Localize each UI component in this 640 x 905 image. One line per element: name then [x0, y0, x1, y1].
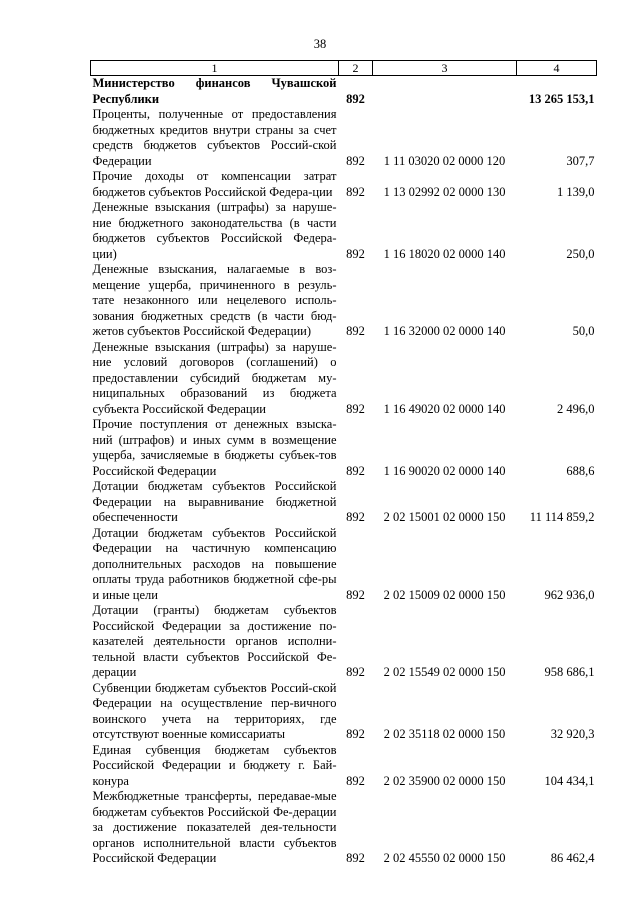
- row-name: Единая субвенция бюджетам субъектов Российской Федерации и бюджету г. Бай-конура: [92, 742, 337, 788]
- table-row: [91, 262, 597, 340]
- row-name: Проценты, полученные от предоставления бюджетных кредитов внутри страны за счет средств бюджетов субъектов Россий-ской Федерации: [92, 107, 337, 168]
- row-amount: 307,7: [566, 153, 595, 168]
- table-row: [91, 200, 597, 262]
- ministry-amount: 13 265 153,1: [528, 91, 595, 106]
- row-amount: 688,6: [566, 463, 595, 478]
- row-admin-code: 892: [346, 587, 365, 602]
- row-amount: 104 434,1: [544, 773, 595, 788]
- row-admin-code: 892: [346, 246, 365, 261]
- row-admin-code: 892: [346, 401, 365, 416]
- row-name: Субвенции бюджетам субъектов Россий-ской Федерации на осуществление пер-вичного воинского учета на территориях, где отсутствуют военные комиссариаты: [92, 680, 337, 741]
- row-amount: 86 462,4: [550, 851, 595, 865]
- row-admin-code: 892: [346, 727, 365, 741]
- row-amount: 958 686,1: [544, 665, 595, 679]
- table-row: [91, 743, 597, 790]
- row-revenue-code: 2 02 15549 02 0000 150: [383, 665, 506, 679]
- budget-revenue-table: [90, 60, 597, 867]
- row-revenue-code: 1 13 02992 02 0000 130: [383, 184, 506, 199]
- page-number: 38: [313, 37, 327, 51]
- ministry-revenue-code: [373, 76, 517, 108]
- column-header-admin: 2: [339, 61, 373, 76]
- column-header-name: 1: [91, 61, 339, 76]
- table-row: [91, 526, 597, 604]
- row-name: Прочие доходы от компенсации затрат бюджетов субъектов Российской Федера-ции: [92, 169, 337, 199]
- row-name: Прочие поступления от денежных взыска-ний (штрафов) и иных сумм в возмещение ущерба, зачисляемые в бюджеты субъек-тов Российской Федерации: [92, 417, 337, 478]
- table-row: [91, 107, 597, 169]
- row-name: Денежные взыскания (штрафы) за наруше-ние условий договоров (соглашений) о предоставлении субсидий бюджетам му-ниципальных образований из бюджета субъекта Российской Федерации: [92, 339, 337, 416]
- row-admin-code: 892: [346, 463, 365, 478]
- row-admin-code: 892: [346, 665, 365, 679]
- row-name: Денежные взыскания, налагаемые в воз-мещение ущерба, причиненного в резуль-тате незаконного или нецелевого исполь-зования бюджетных средств (в части бюд-жетов субъектов Российской Федерации): [92, 262, 337, 338]
- ministry-row: [91, 76, 597, 108]
- row-name: Дотации бюджетам субъектов Российской Федерации на выравнивание бюджетной обеспеченности: [92, 479, 337, 524]
- row-name: Дотации бюджетам субъектов Российской Федерации на частичную компенсацию дополнительных расходов на повышение оплаты труда работников бюджетной сфе-ры и иные цели: [92, 525, 337, 602]
- row-revenue-code: 2 02 35900 02 0000 150: [383, 773, 506, 788]
- table-row: [91, 169, 597, 200]
- table-row: [91, 479, 597, 526]
- row-name: Межбюджетные трансферты, передавае-мые бюджетам субъектов Российской Фе-дерации за достижение показателей дея-тельности органов исполнительной власти субъектов Российской Федерации: [92, 789, 337, 865]
- table-row: [91, 340, 597, 418]
- row-amount: 250,0: [566, 246, 595, 261]
- row-revenue-code: 1 16 18020 02 0000 140: [383, 246, 506, 261]
- table-header-row: [91, 61, 597, 76]
- table-row: [91, 789, 597, 867]
- row-revenue-code: 1 11 03020 02 0000 120: [383, 153, 506, 168]
- row-amount: 962 936,0: [544, 587, 595, 602]
- row-name: Денежные взыскания (штрафы) за наруше-ние бюджетного законодательства (в части бюджетов субъектов Российской Федера-ции): [92, 200, 337, 261]
- row-amount: 32 920,3: [550, 727, 595, 741]
- row-admin-code: 892: [346, 851, 365, 865]
- table-row: [91, 603, 597, 681]
- row-revenue-code: 2 02 45550 02 0000 150: [383, 851, 506, 865]
- row-revenue-code: 2 02 35118 02 0000 150: [383, 727, 506, 741]
- row-name: Дотации (гранты) бюджетам субъектов Российской Федерации за достижение по-казателей деятельности органов исполни-тельной власти субъектов Российской Фе-дерации: [92, 603, 337, 679]
- row-revenue-code: 1 16 49020 02 0000 140: [383, 401, 506, 416]
- row-admin-code: 892: [346, 184, 365, 199]
- row-revenue-code: 2 02 15001 02 0000 150: [383, 510, 506, 524]
- row-amount: 50,0: [572, 324, 595, 338]
- row-admin-code: 892: [346, 153, 365, 168]
- row-amount: 1 139,0: [557, 184, 595, 199]
- row-amount: 2 496,0: [557, 401, 595, 416]
- row-amount: 11 114 859,2: [529, 510, 595, 524]
- ministry-admin-code: 892: [346, 91, 365, 106]
- ministry-name: Министерство финансов Чувашской Республики: [92, 76, 337, 106]
- table-row: [91, 681, 597, 743]
- row-revenue-code: 2 02 15009 02 0000 150: [383, 587, 506, 602]
- row-admin-code: 892: [346, 773, 365, 788]
- row-revenue-code: 1 16 32000 02 0000 140: [383, 324, 506, 338]
- row-revenue-code: 1 16 90020 02 0000 140: [383, 463, 506, 478]
- row-admin-code: 892: [346, 510, 365, 524]
- column-header-code: 3: [373, 61, 517, 76]
- row-admin-code: 892: [346, 324, 365, 338]
- column-header-amount: 4: [517, 61, 597, 76]
- table-row: [91, 417, 597, 479]
